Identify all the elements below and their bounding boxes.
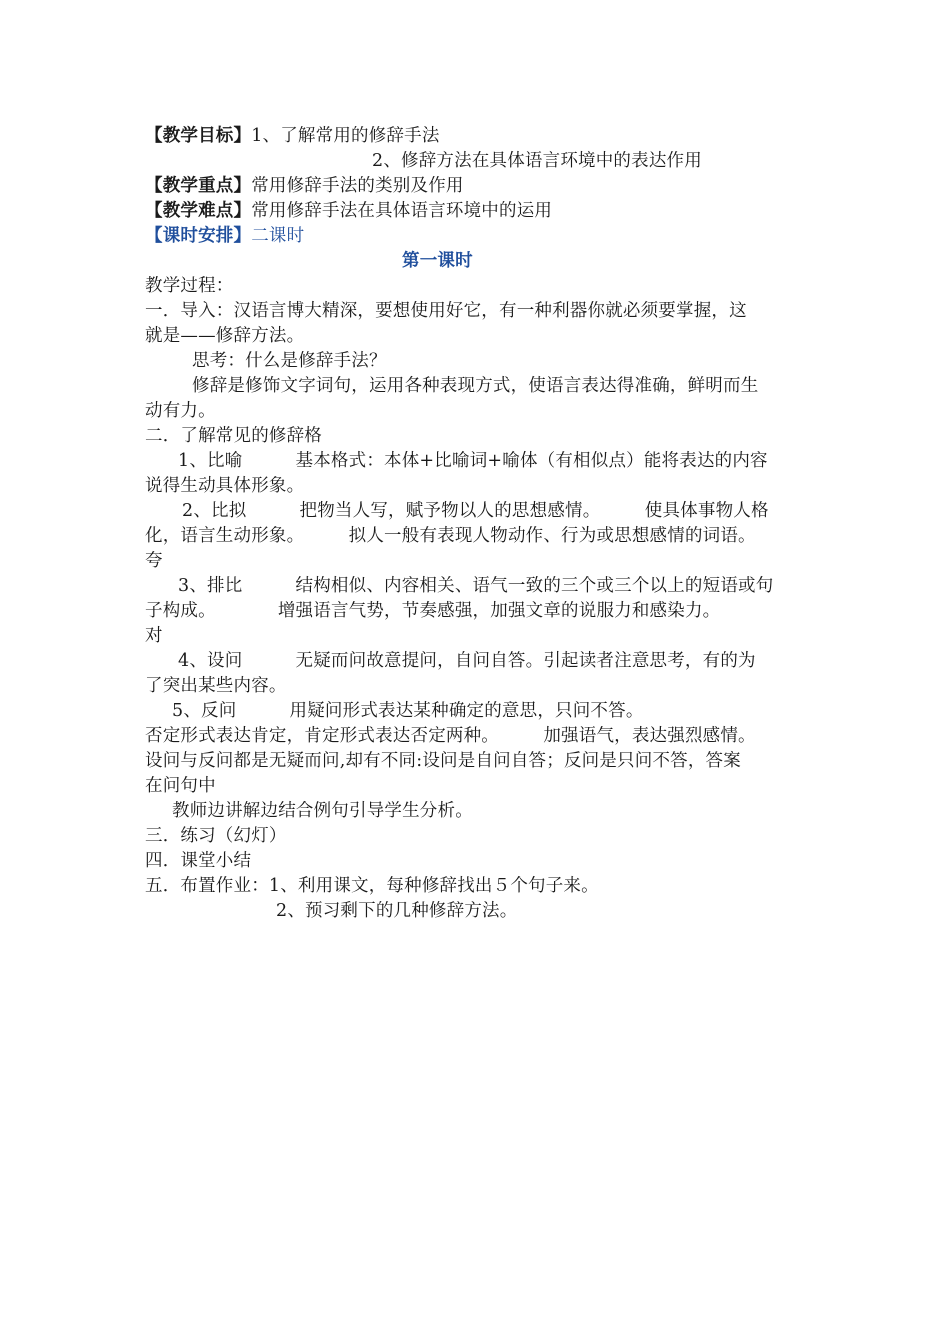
teaching-goal-2: 2、修辞方法在具体语言环境中的表达作用 xyxy=(372,151,702,171)
hypophora-line-2: 了突出某些内容。 xyxy=(145,676,287,696)
parallelism-line-1: 3、排比 结构相似、内容相关、语气一致的三个或三个以上的短语或句 xyxy=(178,576,774,596)
section-3-heading: 三．练习（幻灯） xyxy=(145,826,287,846)
teaching-goal-1: 1、了解常用的修辞手法 xyxy=(251,126,440,146)
metaphor-line-2: 说得生动具体形象。 xyxy=(145,476,305,496)
metaphor-line-1: 1、比喻 基本格式：本体+比喻词+喻体（有相似点）能将表达的内容 xyxy=(178,451,768,471)
schedule-text: 二课时 xyxy=(251,226,305,246)
difficulty-line xyxy=(145,199,552,224)
schedule-label: 【课时安排】 xyxy=(145,226,252,246)
definition-line-1: 修辞是修饰文字词句，运用各种表现方式，使语言表达得准确，鲜明而生 xyxy=(192,376,759,396)
difficulty-label: 【教学难点】 xyxy=(145,201,252,221)
parallelism-line-3: 对 xyxy=(145,626,163,646)
teacher-note: 教师边讲解边结合例句引导学生分析。 xyxy=(172,801,473,821)
schedule-line xyxy=(145,224,304,249)
think-question: 思考：什么是修辞手法？ xyxy=(192,351,387,371)
process-heading: 教学过程： xyxy=(145,276,234,296)
key-point-label: 【教学重点】 xyxy=(145,176,252,196)
homework-item-2: 2、预习剩下的几种修辞方法。 xyxy=(276,901,518,921)
personification-line-1: 2、比拟 把物当人写，赋予物以人的思想感情。 使具体事物人格 xyxy=(182,501,769,521)
parallelism-line-2: 子构成。 增强语言气势，节奏感强，加强文章的说服力和感染力。 xyxy=(145,601,721,621)
intro-line-1: 一．导入：汉语言博大精深，要想使用好它，有一种利器你就必须要掌握，这 xyxy=(145,301,747,321)
teaching-goal-line xyxy=(145,124,440,149)
personification-line-2: 化，语言生动形象。 拟人一般有表现人物动作、行为或思想感情的词语。 xyxy=(145,526,756,546)
definition-line-2: 动有力。 xyxy=(145,401,216,421)
section-2-heading: 二．了解常见的修辞格 xyxy=(145,426,322,446)
comparison-line-2: 在问句中 xyxy=(145,776,216,796)
rhetorical-question-line-1: 5、反问 用疑问形式表达某种确定的意思，只问不答。 xyxy=(172,701,644,721)
lesson-title: 第一课时 xyxy=(402,251,473,271)
personification-line-3: 夸 xyxy=(145,551,163,571)
hypophora-line-1: 4、设问 无疑而问故意提问，自问自答。引起读者注意思考，有的为 xyxy=(178,651,756,671)
rhetorical-question-line-2: 否定形式表达肯定，肯定形式表达否定两种。 加强语气，表达强烈感情。 xyxy=(145,726,756,746)
difficulty-text: 常用修辞手法在具体语言环境中的运用 xyxy=(251,201,553,221)
comparison-line-1: 设问与反问都是无疑而问,却有不同:设问是自问自答；反问是只问不答，答案 xyxy=(145,751,741,771)
section-5-heading: 五．布置作业：1、利用课文，每种修辞找出５个句子来。 xyxy=(145,876,599,896)
key-point-line xyxy=(145,174,464,199)
section-4-heading: 四．课堂小结 xyxy=(145,851,252,871)
intro-line-2: 就是——修辞方法。 xyxy=(145,326,305,346)
key-point-text: 常用修辞手法的类别及作用 xyxy=(251,176,464,196)
teaching-goal-label: 【教学目标】 xyxy=(145,126,252,146)
